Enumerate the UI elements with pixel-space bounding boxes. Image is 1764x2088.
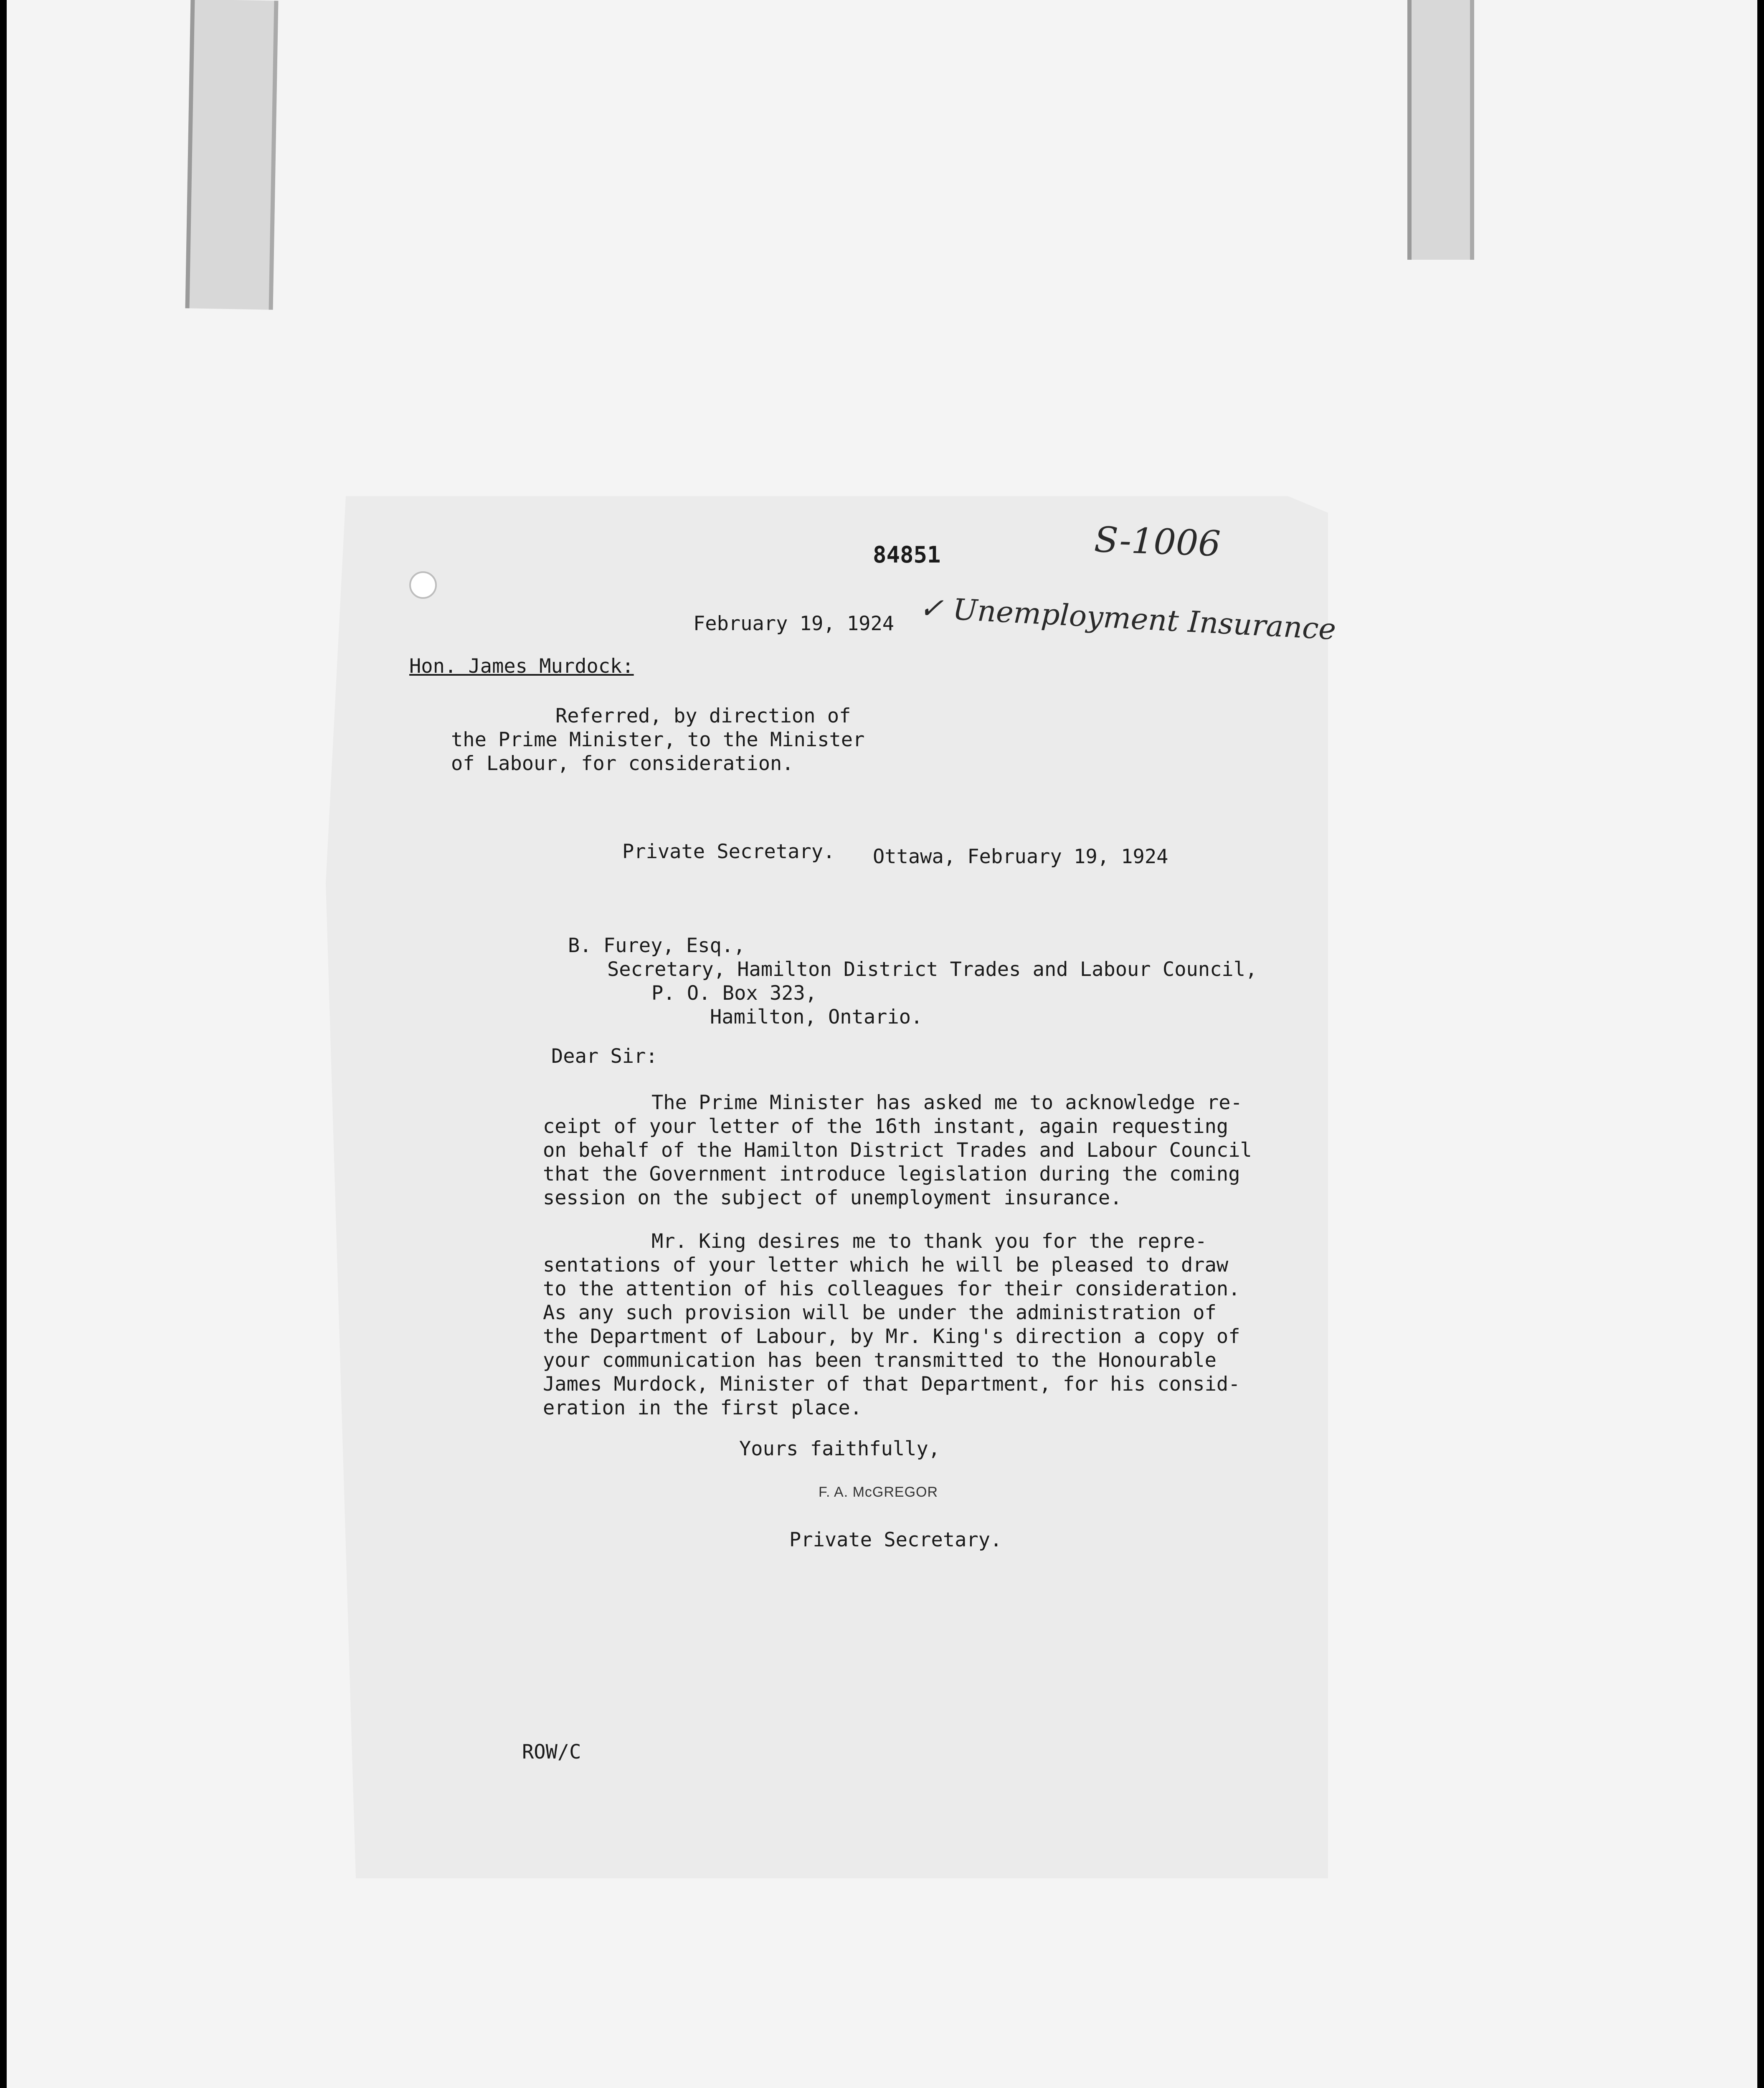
typist-initials: ROW/C xyxy=(522,1741,581,1764)
recipient-line: Hamilton, Ontario. xyxy=(710,1006,923,1029)
paragraph-line: the Department of Labour, by Mr. King's direction a copy of xyxy=(543,1325,1240,1348)
letter-paragraph-1 xyxy=(543,1091,1252,1210)
signature-title: Private Secretary. xyxy=(789,1528,1002,1551)
letter-paragraph-2 xyxy=(543,1229,1240,1420)
paragraph-line: As any such provision will be under the administration of xyxy=(543,1301,1217,1324)
referral-date: February 19, 1924 xyxy=(693,612,895,635)
recipient-line: B. Furey, Esq., xyxy=(568,934,745,957)
punch-hole xyxy=(409,571,437,599)
paragraph-line: on behalf of the Hamilton District Trades and Labour Council xyxy=(543,1139,1252,1162)
referral-line: Referred, by direction of xyxy=(555,704,851,727)
referral-text xyxy=(451,704,864,775)
paragraph-line: The Prime Minister has asked me to acknowledge re- xyxy=(651,1091,1242,1114)
file-number: 84851 xyxy=(873,542,941,568)
letter-place-date: Ottawa, February 19, 1924 xyxy=(873,845,1168,868)
paragraph-line: your communication has been transmitted to the Honourable xyxy=(543,1349,1217,1372)
recipient-line: P. O. Box 323, xyxy=(651,982,817,1005)
referral-line: the Prime Minister, to the Minister xyxy=(451,728,865,751)
salutation: Dear Sir: xyxy=(551,1045,658,1068)
recipient-block xyxy=(568,934,1257,1029)
paragraph-line: session on the subject of unemployment insurance. xyxy=(543,1186,1122,1209)
paragraph-line: eration in the first place. xyxy=(543,1396,862,1419)
paragraph-line: sentations of your letter which he will be pleased to draw xyxy=(543,1254,1229,1277)
tape-strip-top-left xyxy=(185,0,279,310)
handwritten-reference: S-1006 xyxy=(1093,519,1222,565)
paragraph-line: James Murdock, Minister of that Department, for his consid- xyxy=(543,1373,1240,1396)
handwritten-subject: ✓ Unemployment Insurance xyxy=(918,590,1337,647)
tape-strip-top-right xyxy=(1407,0,1474,260)
signature-stamp: F. A. McGREGOR xyxy=(819,1484,938,1500)
referral-addressee: Hon. James Murdock: xyxy=(409,655,634,678)
paragraph-line: to the attention of his colleagues for their consideration. xyxy=(543,1277,1240,1300)
paragraph-line: Mr. King desires me to thank you for the repre- xyxy=(651,1230,1207,1253)
closing: Yours faithfully, xyxy=(739,1437,940,1460)
recipient-line: Secretary, Hamilton District Trades and Labour Council, xyxy=(607,958,1257,981)
referral-signoff: Private Secretary. xyxy=(622,840,835,863)
paragraph-line: that the Government introduce legislation during the coming xyxy=(543,1163,1240,1186)
referral-line: of Labour, for consideration. xyxy=(451,752,794,775)
paragraph-line: ceipt of your letter of the 16th instant, again requesting xyxy=(543,1115,1229,1138)
